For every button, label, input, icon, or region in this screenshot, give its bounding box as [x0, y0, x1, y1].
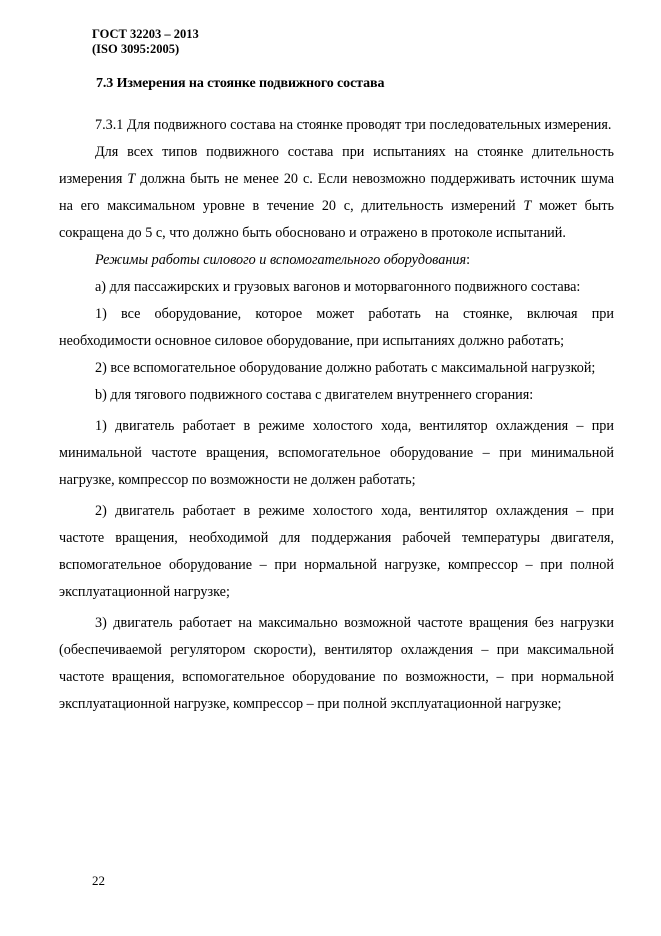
text-segment: Для всех типов подвижного состава при испытаниях на стоянке длительность измерения: [59, 144, 614, 187]
page-number: 22: [92, 873, 105, 888]
paragraph-item-a: а) для пассажирских и грузовых вагонов и моторвагонного подвижного состава:: [95, 279, 581, 295]
paragraph-item-b3: 3) двигатель работает на максимально возможной частоте вращения без нагрузки (обеспечиваемой регулятором скорости), вентилятор охлаждения – при максимальной частоте вращения, вспомогательное оборудование по возможности, – при нормальной эксплуатационной нагрузке, компрессор – при полной эксплуатационной нагрузке;: [59, 615, 614, 712]
paragraph-item-a1: 1) все оборудование, которое может работать на стоянке, включая при необходимости основное силовое оборудование, при испытаниях должно работать;: [59, 306, 614, 349]
paragraph-7-3-1: 7.3.1 Для подвижного состава на стоянке проводят три последовательных измерения.: [95, 117, 612, 133]
paragraph-modes-heading: [59, 247, 614, 274]
modes-heading: Режимы работы силового и вспомогательного оборудования: [95, 252, 467, 268]
paragraph-item-b2: 2) двигатель работает в режиме холостого хода, вентилятор охлаждения – при частоте вращения, необходимой для поддержания рабочей температуры двигателя, вспомогательное оборудование – при нормальной нагрузке, компрессор – при полной эксплуатационной нагрузке;: [59, 503, 614, 600]
paragraph-item-b: b) для тягового подвижного состава с двигателем внутреннего сгорания:: [95, 387, 534, 403]
standard-number: ГОСТ 32203 – 2013: [92, 27, 199, 41]
paragraph-item-b1: 1) двигатель работает в режиме холостого хода, вентилятор охлаждения – при минимальной частоте вращения, вспомогательное оборудование – при минимальной нагрузке, компрессор по возможности не должен работать;: [59, 418, 614, 488]
text-segment: может быть сокращена до 5 с, что должно быть обосновано и отражено в протоколе испытаний.: [59, 198, 614, 241]
symbol-t: T: [127, 171, 136, 187]
paragraph-duration: [59, 139, 614, 247]
colon: :: [466, 252, 471, 268]
iso-reference: (ISO 3095:2005): [92, 42, 180, 56]
paragraph-item-a2: 2) все вспомогательное оборудование должно работать с максимальной нагрузкой;: [95, 360, 596, 376]
document-header: [92, 27, 199, 57]
section-title: 7.3 Измерения на стоянке подвижного состава: [96, 76, 385, 91]
body-text: [59, 112, 614, 718]
symbol-t: T: [523, 198, 532, 214]
text-segment: должна быть не менее 20 с. Если невозможно поддерживать источник шума на его максимальном уровне в течение 20 с, длительность измерений: [59, 171, 615, 214]
